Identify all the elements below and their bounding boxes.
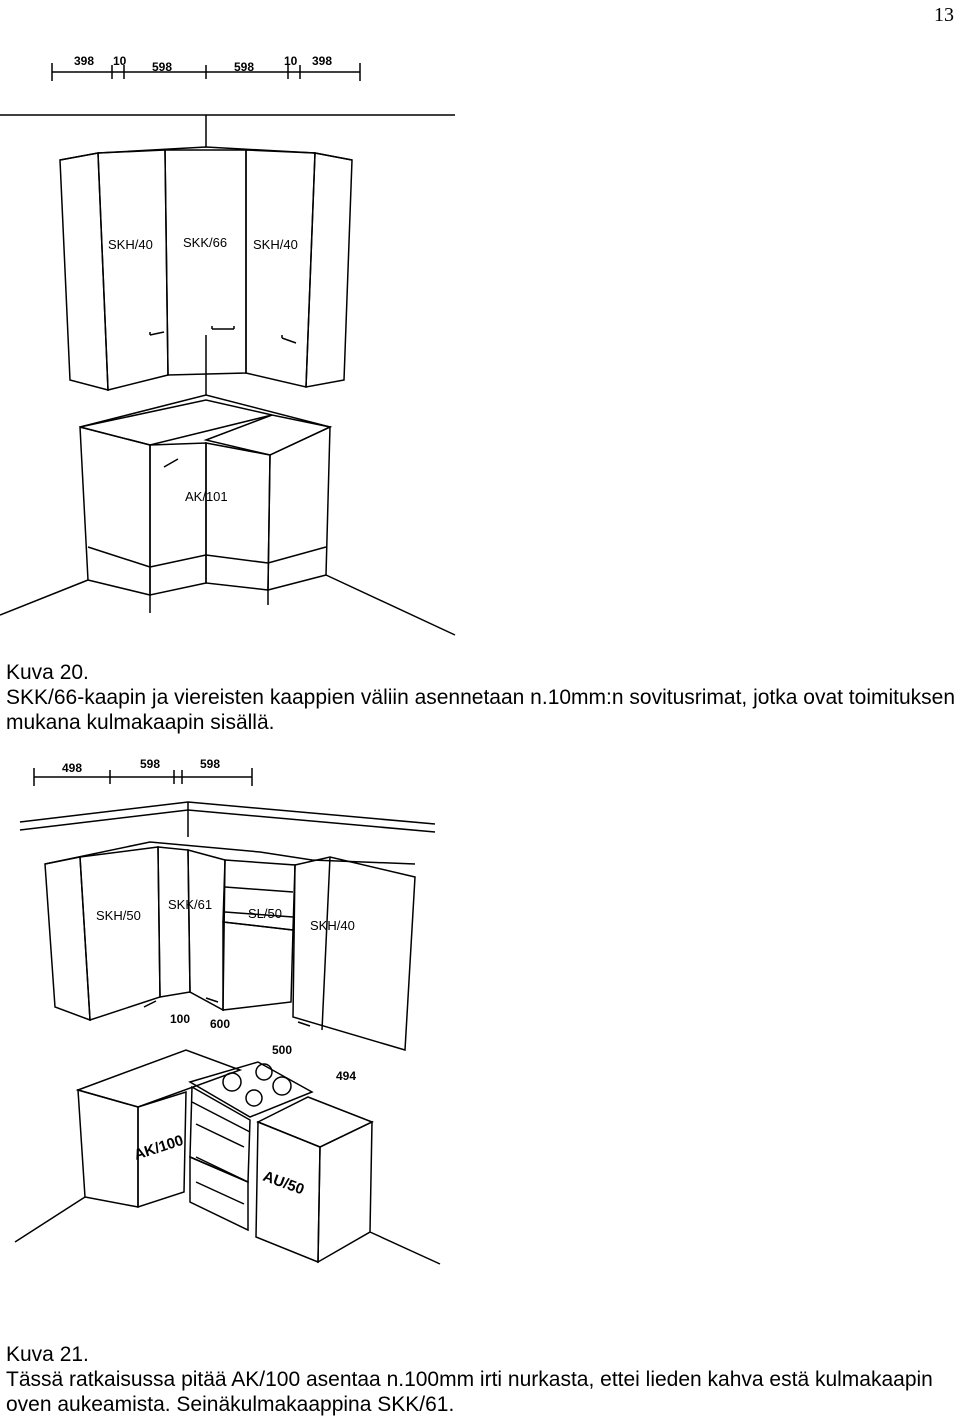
fig21-dim-1: 498 — [62, 761, 83, 775]
fig21-floor-dim-4: 494 — [336, 1069, 357, 1083]
figure-20-drawing — [0, 35, 470, 645]
fig21-dim-2: 598 — [140, 757, 161, 771]
fig21-floor-dim-1: 100 — [170, 1012, 191, 1026]
caption-figure-21 — [6, 1342, 956, 1417]
fig21-label-au50: AU/50 — [260, 1167, 307, 1199]
caption-21-text: Tässä ratkaisussa pitää AK/100 asentaa n.100mm irti nurkasta, ettei lieden kahva estä kulmakaapin oven aukeamista. Seinäkulmakaappina SKK/61. — [6, 1368, 933, 1416]
fig21-label-skh40: SKH/40 — [310, 918, 355, 933]
fig20-dim-3: 598 — [152, 60, 173, 74]
fig21-floor-dim-3: 500 — [272, 1043, 293, 1057]
fig21-label-skh50: SKH/50 — [96, 908, 141, 923]
caption-20-title: Kuva 20. — [6, 661, 89, 684]
figure-21-drawing — [10, 752, 450, 1274]
fig21-label-ak100: AK/100 — [131, 1131, 186, 1164]
caption-21-title: Kuva 21. — [6, 1343, 89, 1366]
fig21-dim-3: 598 — [200, 757, 221, 771]
fig21-floor-dim-2: 600 — [210, 1017, 231, 1031]
fig20-dim-6: 398 — [312, 54, 333, 68]
fig21-label-sl50: SL/50 — [248, 906, 282, 921]
caption-20-text: SKK/66-kaapin ja viereisten kaappien väliin asennetaan n.10mm:n sovitusrimat, jotka ovat toimituksen mukana kulmakaapin sisällä. — [6, 686, 956, 734]
fig20-dim-2: 10 — [113, 54, 127, 68]
fig20-label-skh40-left: SKH/40 — [108, 237, 153, 252]
fig21-label-skk61: SKK/61 — [168, 897, 213, 912]
caption-figure-20 — [6, 660, 956, 735]
fig20-dim-5: 10 — [284, 54, 298, 68]
fig20-dim-4: 598 — [234, 60, 255, 74]
fig20-label-ak101: AK/101 — [185, 489, 228, 504]
fig20-label-skk66: SKK/66 — [183, 235, 228, 250]
fig20-dim-1: 398 — [74, 54, 95, 68]
fig20-label-skh40-right: SKH/40 — [253, 237, 298, 252]
page-number: 13 — [934, 4, 954, 26]
